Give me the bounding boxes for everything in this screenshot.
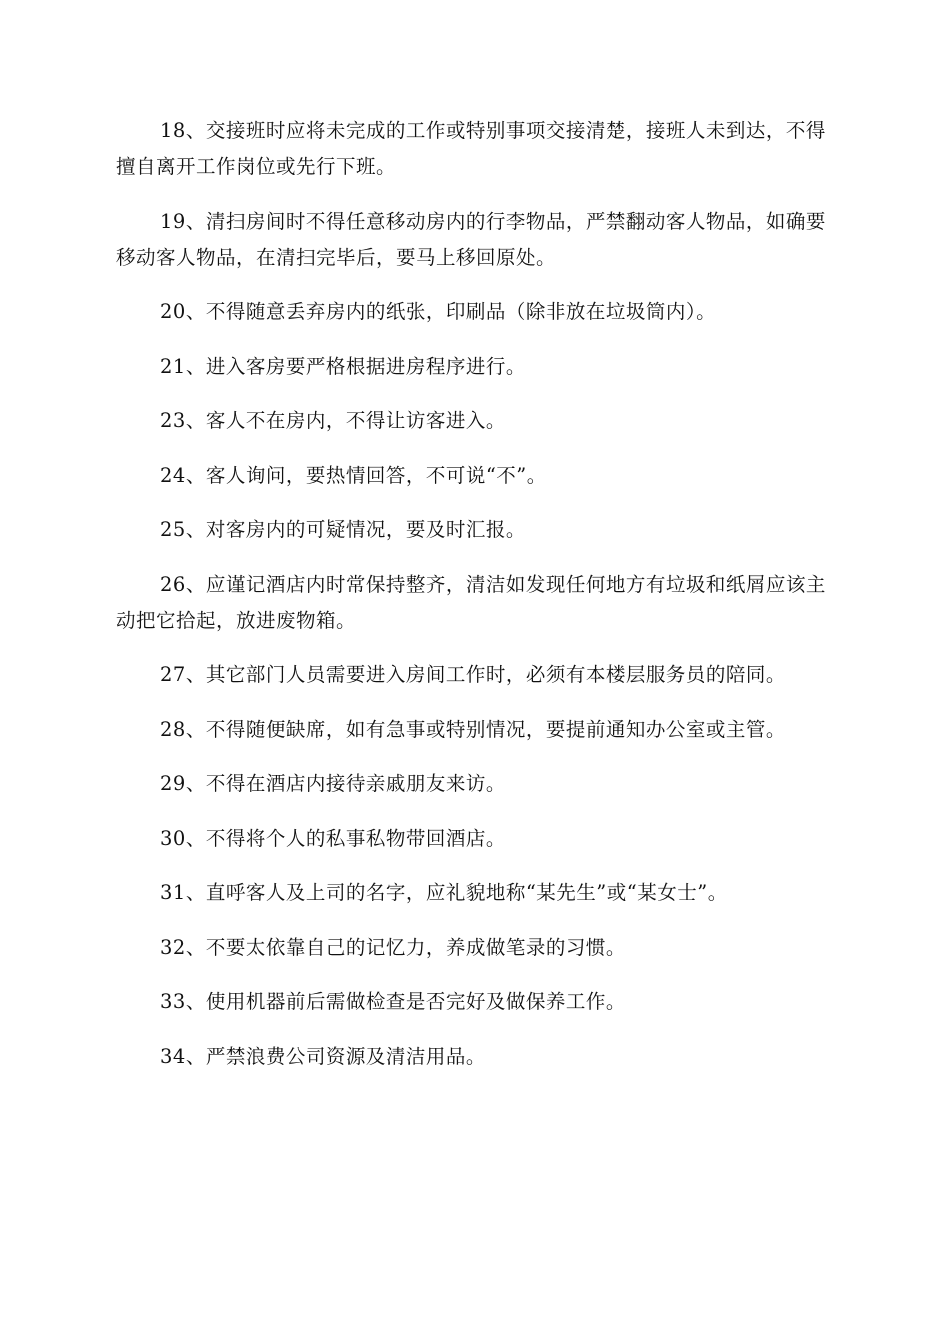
rule-paragraph-21: 21、进入客房要严格根据进房程序进行。	[160, 354, 526, 378]
rule-paragraph-33: 33、使用机器前后需做检查是否完好及做保养工作。	[160, 990, 626, 1013]
rule-paragraph-27: 27、其它部门人员需要进入房间工作时，必须有本楼层服务员的陪同。	[160, 663, 786, 686]
document-body	[116, 113, 832, 1093]
rule-paragraph-32: 32、不要太依靠自己的记忆力，养成做笔录的习惯。	[160, 935, 626, 959]
rule-paragraph-26: 26、应谨记酒店内时常保持整齐，清洁如发现任何地方有垃圾和纸屑应该主动把它拾起，放进废物箱。	[116, 572, 826, 632]
rule-paragraph-18: 18、交接班时应将未完成的工作或特别事项交接清楚，接班人未到达，不得擅自离开工作岗位或先行下班。	[116, 119, 826, 178]
rule-paragraph-24: 24、客人询问，要热情回答，不可说“不”。	[160, 463, 547, 487]
rule-paragraph-20: 20、不得随意丢弃房内的纸张，印刷品（除非放在垃圾筒内）。	[160, 300, 717, 323]
rule-paragraph-25: 25、对客房内的可疑情况，要及时汇报。	[160, 518, 526, 541]
rule-paragraph-31: 31、直呼客人及上司的名字，应礼貌地称“某先生”或“某女士”。	[160, 881, 728, 904]
rule-paragraph-23: 23、客人不在房内，不得让访客进入。	[160, 409, 506, 432]
rule-paragraph-29: 29、不得在酒店内接待亲戚朋友来访。	[160, 772, 506, 795]
rule-paragraph-19: 19、清扫房间时不得任意移动房内的行李物品，严禁翻动客人物品，如确要移动客人物品，在清扫完毕后，要马上移回原处。	[116, 209, 826, 269]
rule-paragraph-30: 30、不得将个人的私事私物带回酒店。	[160, 826, 506, 850]
rule-paragraph-28: 28、不得随便缺席，如有急事或特别情况，要提前通知办公室或主管。	[160, 717, 786, 741]
rule-paragraph-34: 34、严禁浪费公司资源及清洁用品。	[160, 1044, 486, 1068]
